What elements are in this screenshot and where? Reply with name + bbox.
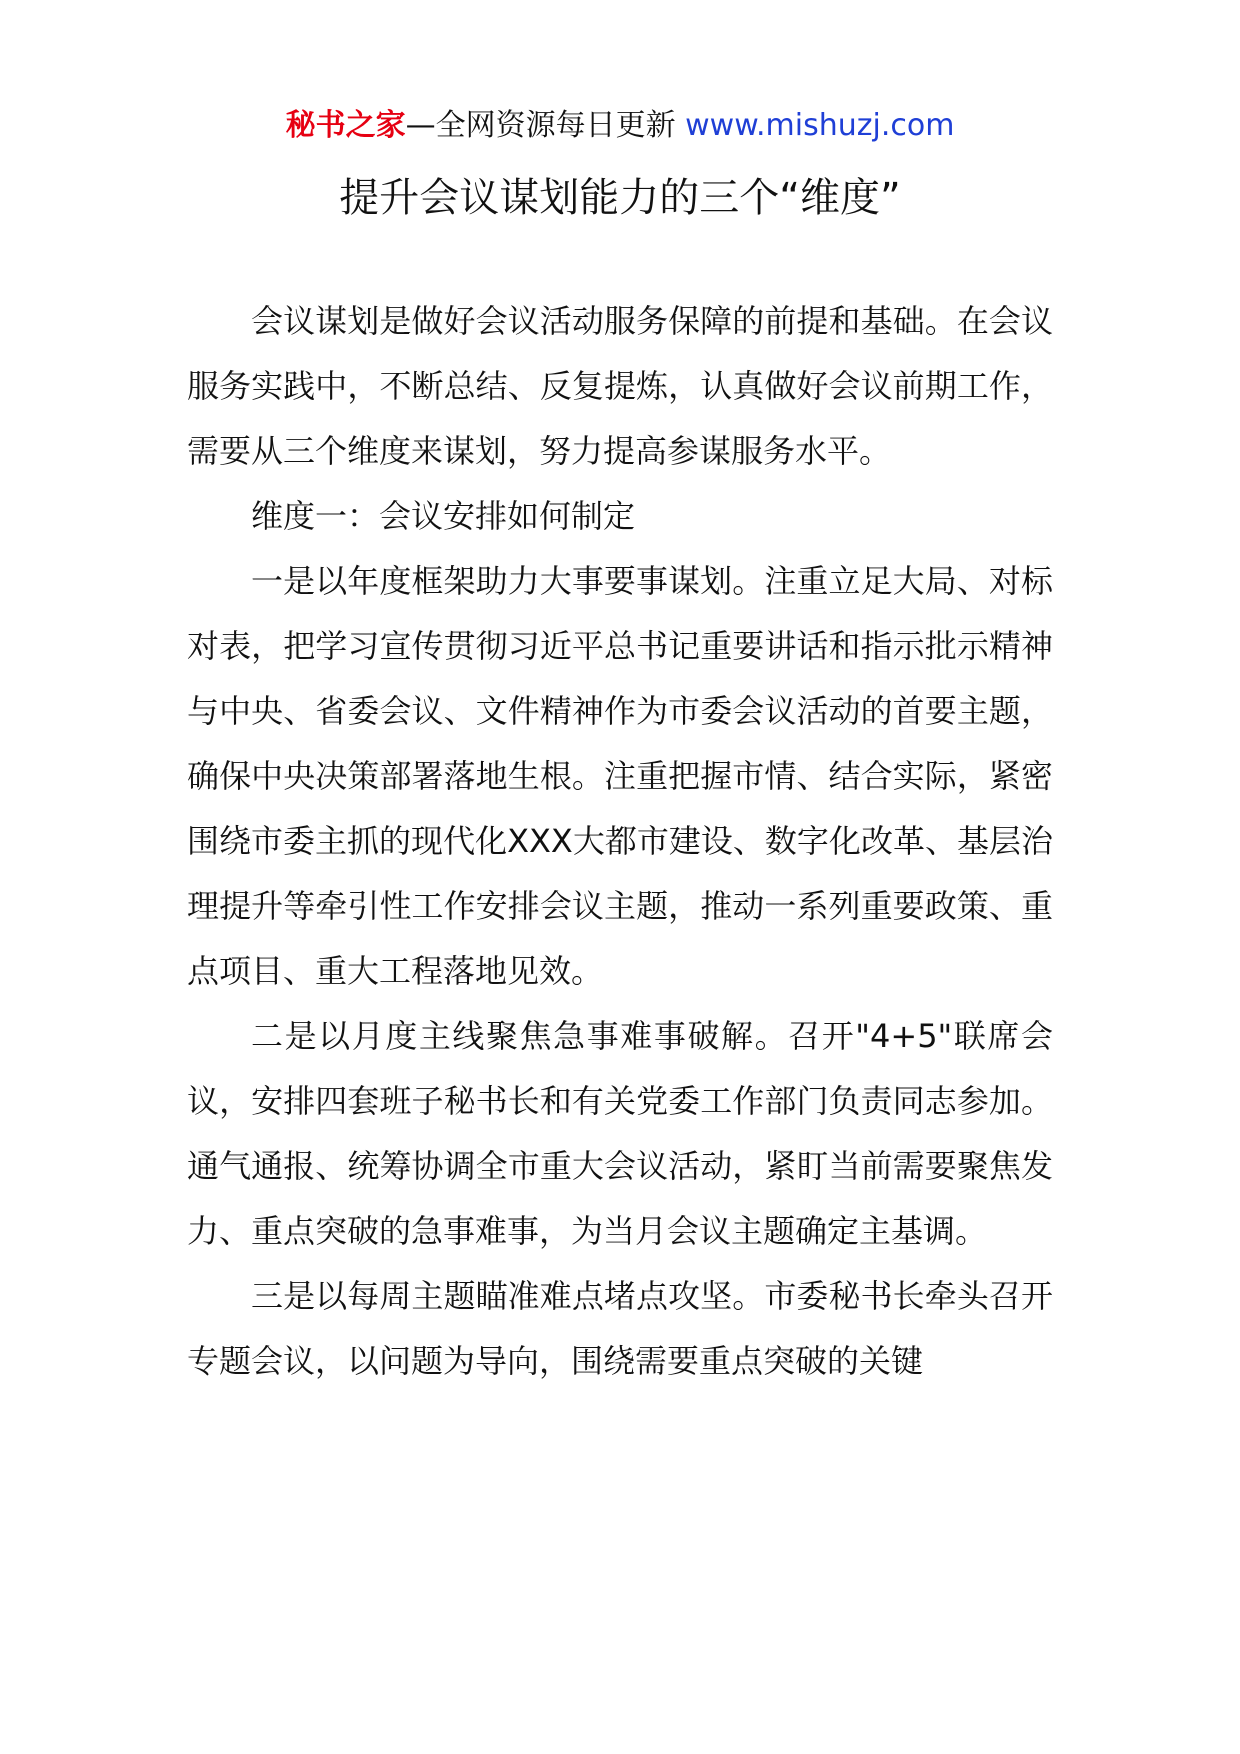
paragraph-point-two: 二是以月度主线聚焦急事难事破解。召开"4+5"联席会议，安排四套班子秘书长和有关党委工作部门负责同志参加。通气通报、统筹协调全市重大会议活动，紧盯当前需要聚焦发力、重点突破的急事难事，为当月会议主题确定主基调。 — [187, 1017, 1053, 1250]
site-slogan: —全网资源每日更新 — [405, 108, 676, 143]
paragraph-point-three: 三是以每周主题瞄准难点堵点攻坚。市委秘书长牵头召开专题会议，以问题为导向，围绕需要重点突破的关键 — [187, 1277, 1053, 1380]
document-body — [187, 289, 1053, 1394]
section-heading: 维度一：会议安排如何制定 — [251, 497, 636, 535]
site-url-link[interactable]: www.mishuzj.com — [685, 108, 955, 143]
site-brand: 秘书之家 — [285, 108, 406, 143]
site-header — [0, 104, 1240, 148]
document-title: 提升会议谋划能力的三个“维度” — [339, 175, 901, 221]
paragraph-point-one: 一是以年度框架助力大事要事谋划。注重立足大局、对标对表，把学习宣传贯彻习近平总书记重要讲话和指示批示精神与中央、省委会议、文件精神作为市委会议活动的首要主题，确保中央决策部署落地生根。注重把握市情、结合实际，紧密围绕市委主抓的现代化XXX大都市建设、数字化改革、基层治理提升等牵引性工作安排会议主题，推动一系列重要政策、重点项目、重大工程落地见效。 — [187, 562, 1053, 990]
paragraph-intro: 会议谋划是做好会议活动服务保障的前提和基础。在会议服务实践中，不断总结、反复提炼，认真做好会议前期工作，需要从三个维度来谋划，努力提高参谋服务水平。 — [187, 302, 1053, 470]
